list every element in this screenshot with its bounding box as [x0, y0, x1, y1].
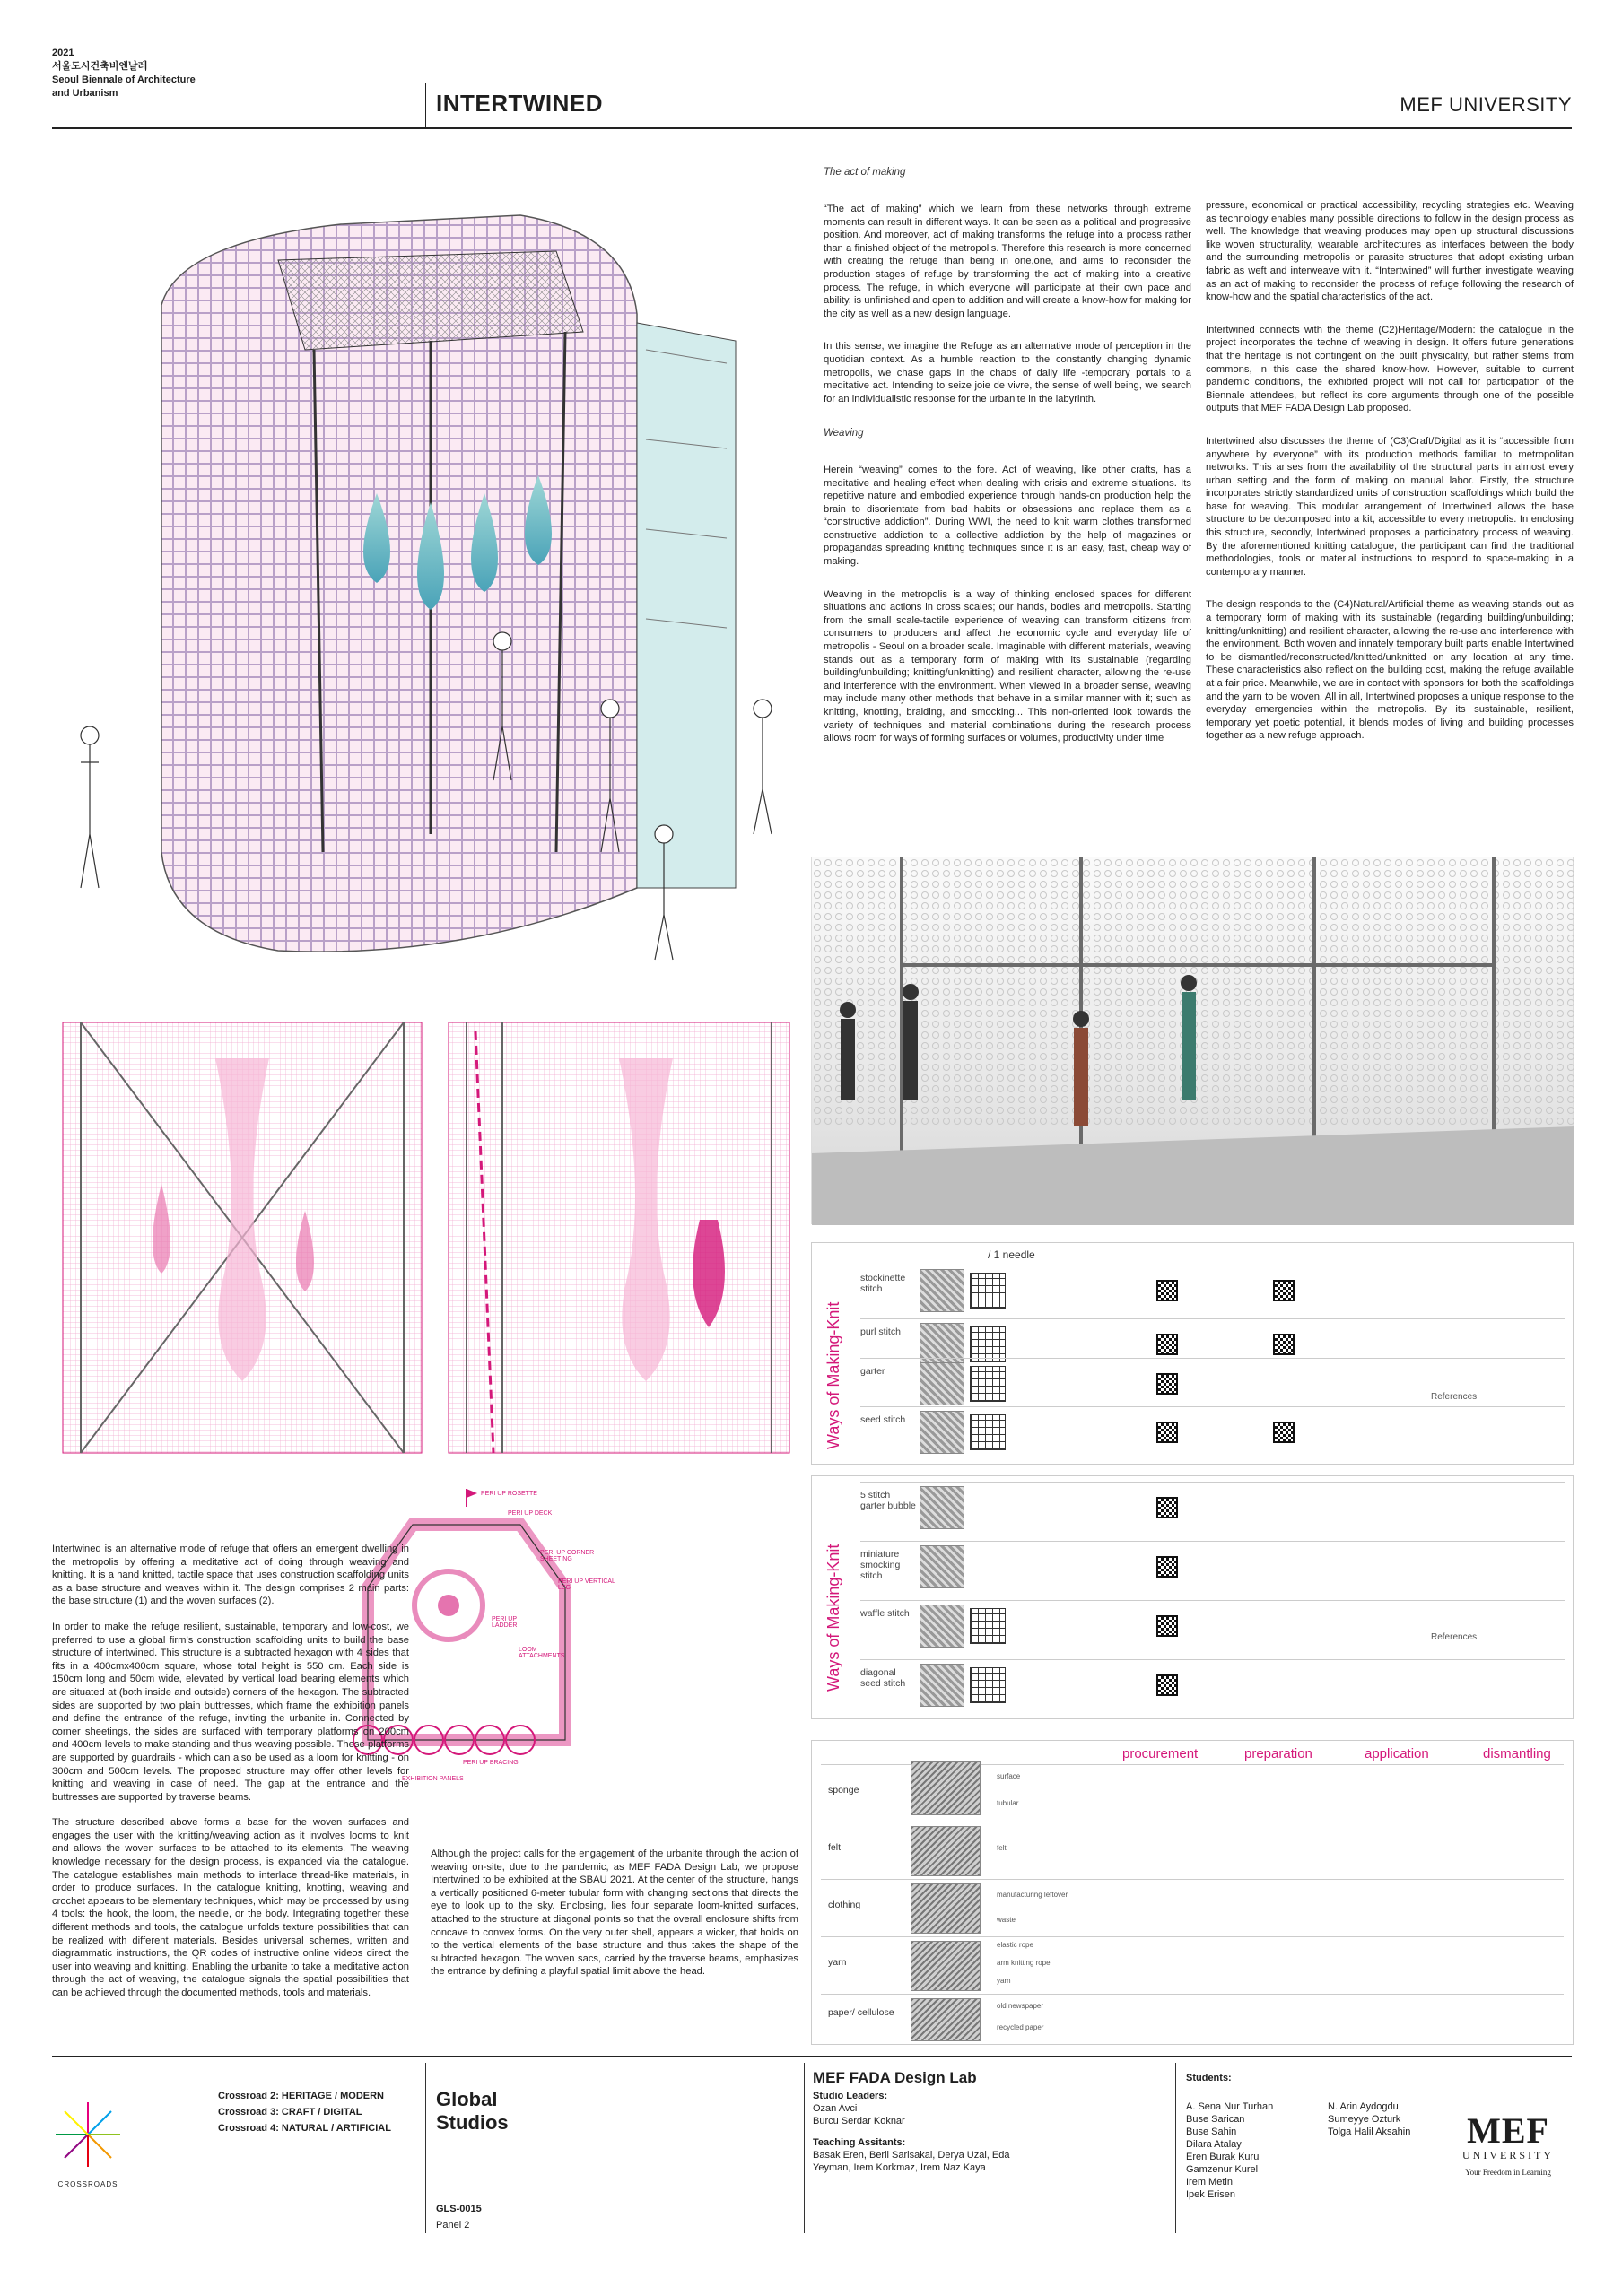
stitch-swatch	[920, 1605, 964, 1648]
type-label: tubular	[997, 1799, 1019, 1807]
catalogue-2-title: Ways of Making-Knit	[824, 1544, 842, 1692]
year: 2021	[52, 48, 74, 58]
student: Tolga Halil Aksahin	[1328, 2126, 1411, 2137]
text-column-1	[824, 203, 1191, 758]
qr-code-icon[interactable]	[1156, 1556, 1178, 1578]
project-title: INTERTWINED	[436, 90, 604, 117]
section-title-act-of-making: The act of making	[824, 167, 906, 178]
qr-code-icon[interactable]	[1156, 1497, 1178, 1518]
material-image	[911, 1883, 981, 1934]
knit-catalogue-2	[811, 1475, 1574, 1719]
global-studios	[436, 2088, 509, 2135]
axonometric-drawing	[54, 206, 798, 978]
mef-logo-sub: UNIVERSITY	[1462, 2149, 1554, 2161]
mef-logo	[1441, 2110, 1575, 2177]
qr-code-icon[interactable]	[1156, 1615, 1178, 1637]
header-dismantling: dismantling	[1483, 1746, 1551, 1761]
stitch-swatch	[920, 1269, 964, 1312]
footer-rule	[52, 2056, 1572, 2057]
korean-title: 서울도시건축비엔날레	[52, 61, 148, 72]
stitch-row	[860, 1482, 1565, 1534]
stitch-row	[860, 1600, 1565, 1652]
header-procurement: procurement	[1122, 1746, 1199, 1761]
material-image	[911, 1826, 981, 1876]
header-divider	[425, 83, 426, 127]
section-title-weaving: Weaving	[824, 428, 864, 439]
stitch-name: stockinette stitch	[860, 1273, 906, 1294]
studio-leader: Burcu Serdar Koknar	[813, 2116, 905, 2126]
qr-code-icon[interactable]	[1156, 1422, 1178, 1443]
stitch-name: waffle stitch	[860, 1608, 910, 1619]
ta-text: Basak Eren, Beril Sarisakal, Derya Uzal, Eda Yeyman, Irem Korkmaz, Irem Naz Kaya	[813, 2150, 1010, 2173]
type-label: manufacturing leftover	[997, 1891, 1068, 1899]
type-label: felt	[997, 1844, 1007, 1852]
students-label: Students:	[1186, 2073, 1232, 2083]
student: Buse Sarican	[1186, 2114, 1245, 2125]
stitch-chart	[970, 1366, 1006, 1402]
panel-number: Panel 2	[436, 2220, 470, 2231]
stitch-name: 5 stitch garter bubble	[860, 1490, 916, 1511]
stitch-chart	[970, 1273, 1006, 1309]
student: Irem Metin	[1186, 2177, 1233, 2187]
crossroad-item: Crossroad 4: NATURAL / ARTIFICIAL	[218, 2123, 391, 2134]
qr-code-icon[interactable]	[1156, 1334, 1178, 1355]
lab-name: MEF FADA Design Lab	[813, 2069, 977, 2086]
stitch-chart	[970, 1667, 1006, 1703]
crossroad-item: Crossroad 2: HERITAGE / MODERN	[218, 2091, 384, 2101]
stitch-swatch	[920, 1411, 964, 1454]
label-rosette: PERI UP ROSETTE	[481, 1491, 537, 1497]
qr-code-icon[interactable]	[1156, 1674, 1178, 1696]
label-corner-sheeting: PERI UP CORNER SHEETING	[540, 1550, 595, 1562]
qr-code-icon[interactable]	[1273, 1280, 1295, 1301]
qr-code-icon[interactable]	[1273, 1422, 1295, 1443]
qr-code-icon[interactable]	[1156, 1280, 1178, 1301]
type-label: elastic rope	[997, 1941, 1033, 1949]
bottom-mid-text	[431, 1848, 798, 1991]
global-studios-line-2: Studios	[436, 2111, 509, 2134]
crossroads-list	[218, 2090, 391, 2135]
paragraph: Weaving in the metropolis is a way of thinking enclosed spaces for different situations and actions in cross scales; our hands, bodies and metropolis. Starting from the small scale-tactile experience of weaving can transform citizens from consumers to producers and affect the economic cycle and everyday life of metropolis - Seoul on a broader scale. Imaginable with different materials, weaving stands out as a temporary form of making with its sustainable (regarding building/unbuilding; knitting/unknitting) and resilient character, allowing the re-use and interference with the environment. When viewed in a broader sense, weaving may include many other methods that behave in a similar manner with it; such as knitting, knotting, braiding, and smocking... This non-oriented look towards the variety of techniques and material combinations during the research process allows room for ways of forming surfaces or volumes, productivity under time	[824, 588, 1191, 744]
student: Ipek Erisen	[1186, 2189, 1236, 2200]
student: Eren Burak Kuru	[1186, 2152, 1260, 2162]
axonometric-svg	[54, 206, 798, 978]
studio-leader: Ozan Avci	[813, 2103, 858, 2114]
student: Sumeyye Ozturk	[1328, 2114, 1401, 2125]
bottom-left-text	[52, 1543, 409, 2013]
label-exhibition: EXHIBITION PANELS	[402, 1776, 464, 1782]
paragraph: In order to make the refuge resilient, sustainable, temporary and low-cost, we preferred to use a global firm’s construction scaffolding units to build the base structure of intertwined. This structure is a subtracted hexagon with 4 sides that fits in a 400cmx400cm square, whose total height is 550 cm. Each side is 150cm long and 50cm wide, elevated by vertical load bearing elements which are situated at (both inside and outside) corners of the hexagon. The subtracted sides are supported by two plain buttresses, which frame the exhibition panels and define the entrance of the refuge, inviting the urbanite in. Connected by corner sheetings, the sides are surfaced with temporary platforms on 200cm and 400cm levels to make standing and thus weaving possible. These platforms are supported by guardrails - which can also be used as a loom for knitting - on 300cm and 500cm levels. The proposed structure may offer other levels for knitting and weaving in case of need. The gap at the entrance and the buttresses are supported by traverse beams.	[52, 1621, 409, 1803]
stitch-row	[860, 1541, 1565, 1593]
crossroads-logo	[52, 2099, 124, 2206]
type-label: surface	[997, 1772, 1021, 1780]
biennale-line-1: Seoul Biennale of Architecture	[52, 74, 196, 85]
biennale-info	[52, 47, 196, 100]
paragraph: The design responds to the (C4)Natural/Artificial theme as weaving stands out as a temporary form of making with its sustainable (regarding building/unbuilding; knitting/unknitting) and resilient character, allowing the re-use and interference with the environment. Both woven and innately temporary built parts enable Intertwined to be dismantled/reconstructed/knitted/unknitted on any location at any time. These characteristics also reflect on the building cost, making the refuge available at a fair price. Meanwhile, we are in contact with sponsors for both the scaffoldings and the yarn to be woven. All in all, Intertwined proposes a unique response to the everyday emergencies within the metropolis. By its sustainable, resilient, temporary yet poetic potential, it blends modes of living and building processes together as a new refuge approach.	[1206, 599, 1574, 742]
stitch-chart	[970, 1326, 1006, 1362]
student: Dilara Atalay	[1186, 2139, 1242, 2150]
material-image	[911, 1998, 981, 2041]
ta-label: Teaching Assitants:	[813, 2137, 906, 2148]
render-svg	[812, 857, 1574, 1225]
type-label: old newspaper	[997, 2002, 1044, 2010]
paragraph: In this sense, we imagine the Refuge as an alternative mode of perception in the quotidian context. As a humble reaction to the constantly changing dynamic metropolis, we chase gaps in the chaos of daily life -temporary portals to a meditative act. Intending to seize joie de vivre, the sense of well being, we search for an individualistic response for the urbanite in the labyrinth.	[824, 341, 1191, 404]
stitch-swatch	[920, 1486, 964, 1529]
material-image	[911, 1761, 981, 1815]
references-label: References	[1431, 1632, 1478, 1642]
stitch-swatch	[920, 1664, 964, 1707]
paragraph: Intertwined also discusses the theme of (C3)Craft/Digital as it is “accessible from anywhere by everyone” with its production methods familiar to metropolitan networks. This arises from the availability of the structural parts in almost every urban setting and the form of making on manual labor. Firstly, the structure incorporates strictly standardized units of construction scaffoldings which build the base for weaving. This modular arrangement of Intertwined allows the base structure to be decomposed into a kit, accessible to every metropolis. In enclosing this structure, secondly, Intertwined proposes a participatory process of weaving. By the aforementioned knitting catalogue, the participant can find the traditional methodologies, tools or material instructions to respond to space-making in a contemporary manner.	[1206, 435, 1574, 578]
stitch-row	[860, 1265, 1565, 1317]
label-vertical-leg: PERI UP VERTICAL LEG	[558, 1578, 615, 1591]
stitch-row	[860, 1406, 1565, 1458]
crossroads-burst-icon	[52, 2099, 124, 2170]
student: A. Sena Nur Turhan	[1186, 2101, 1274, 2112]
crossroad-item: Crossroad 3: CRAFT / DIGITAL	[218, 2107, 362, 2118]
label-deck: PERI UP DECK	[508, 1510, 553, 1517]
paragraph: “The act of making” which we learn from these networks through extreme moments can result in different ways. It can be seen as a political and progressive position. And moreover, act of making transforms the refuge into a process rather than a finished object of the metropolis. Therefore this research is more concerned with creating the refuge than being in one,one, and aims to reconsider the production stages of refuge by transforming the act of making into a creative process. The refuge, in which everyone will participate at their own pace and ability, is unfinished and open to addition and will create a know-how for making for the city as well as a new design language.	[824, 204, 1191, 319]
studio-leaders-label: Studio Leaders:	[813, 2091, 888, 2101]
table-row	[821, 1822, 1564, 1879]
type-label: yarn	[997, 1977, 1011, 1985]
table-row	[821, 1936, 1564, 1994]
row-category: sponge	[828, 1785, 859, 1796]
qr-code-icon[interactable]	[1156, 1373, 1178, 1395]
footer-divider-1	[425, 2063, 426, 2233]
stitch-name: purl stitch	[860, 1326, 901, 1337]
student: Gamzenur Kurel	[1186, 2164, 1259, 2175]
references-label: References	[1431, 1392, 1478, 1402]
stitch-row	[860, 1358, 1565, 1410]
student: Buse Sahin	[1186, 2126, 1237, 2137]
mef-logo-mark: MEF	[1467, 2110, 1549, 2151]
students-col-2	[1328, 2100, 1453, 2201]
label-bracing: PERI UP BRACING	[463, 1760, 519, 1766]
knit-catalogue-1	[811, 1242, 1574, 1465]
elevation-drawings	[54, 1004, 798, 1462]
mef-tagline: Your Freedom in Learning	[1465, 2168, 1551, 2177]
stitch-swatch	[920, 1362, 964, 1405]
stitch-chart	[970, 1414, 1006, 1450]
table-row	[821, 1994, 1564, 2044]
row-category: paper/ cellulose	[828, 2007, 894, 2018]
footer-divider-3	[1175, 2063, 1176, 2233]
material-image	[911, 1941, 981, 1991]
crossroads-logo-text: CROSSROADS	[57, 2180, 118, 2188]
text-column-2	[1206, 199, 1574, 755]
type-label: waste	[997, 1916, 1016, 1924]
stitch-name: garter	[860, 1366, 885, 1377]
panel-code	[436, 2203, 482, 2231]
label-loom: LOOM ATTACHMENTS	[519, 1647, 565, 1659]
stitch-name: seed stitch	[860, 1414, 906, 1425]
university-name: MEF UNIVERSITY	[1400, 93, 1572, 116]
row-category: yarn	[828, 1957, 847, 1968]
table-row	[821, 1764, 1564, 1822]
footer-divider-2	[804, 2063, 805, 2233]
paragraph: pressure, economical or practical accessibility, recycling strategies etc. Weaving as technology enables many possible directions to follow in the design process as well. The knowledge that weaving produces may open up structural discussions like woven structurality, wearable architectures as interfaces between the body and the surrounding metropolis or parasite structures that adopt existing urban fabric as weft and interweave with it. “Intertwined” will further investigate weaving as an act of making to reconsider the process of refuge following the research of know-how and the spatial characteristics of the act.	[1206, 200, 1574, 303]
paragraph: Intertwined connects with the theme (C2)Heritage/Modern: the catalogue in the project incorporates the techne of weaving in design. It offers future generations that the heritage is not contingent on the built physicality, but rather stems from commons, in this case the shared know-how. However, suitable to current pandemic conditions, the exhibited project will not call for participation of the Biennale attendees, but reflect its core arguments through one of the possible outputs that MEF FADA Design Lab proposed.	[1206, 324, 1574, 414]
row-category: felt	[828, 1842, 842, 1853]
needle-label: / 1 needle	[988, 1248, 1035, 1261]
header-application: application	[1365, 1746, 1429, 1761]
stitch-name: miniature smocking stitch	[860, 1549, 901, 1581]
paragraph: Herein “weaving” comes to the fore. Act of weaving, like other crafts, has a meditative and healing effect when dealing with crisis and extreme situations. Its repetitive nature and embodied experience through hands-on production help the brain to disorientate from bad habits or obsessions and replace them as a “constructive addiction”. During WWI, the need to knit warm clothes transformed constructive addiction to a collective addiction by the help of magazines or propagandas spreading knitting techniques since it is an easy, fast, cheap way of making.	[824, 464, 1191, 568]
type-label: recycled paper	[997, 2023, 1044, 2031]
stitch-row	[860, 1659, 1565, 1711]
stitch-name: diagonal seed stitch	[860, 1667, 906, 1689]
code: GLS-0015	[436, 2204, 482, 2214]
elevation-svg	[54, 1004, 798, 1462]
render-image	[811, 857, 1574, 1224]
header-rule	[52, 127, 1572, 129]
stitch-swatch	[920, 1545, 964, 1588]
row-category: clothing	[828, 1900, 861, 1910]
label-ladder: PERI UP LADDER	[492, 1616, 518, 1629]
table-row	[821, 1879, 1564, 1936]
global-studios-line-1: Global	[436, 2088, 498, 2110]
paragraph: Although the project calls for the engagement of the urbanite through the action of weaving on-site, due to the pandemic, as MEF FADA Design Lab, we propose Intertwined to be exhibited at the SBAU 2021. At the center of the structure, hangs a vertically positioned 6-meter tubular form with changing sections that directs the eye to look up to the sky. Enclosing, lies four separate loom-knitted surfaces, attached to the structure at diagonal points so that the overall enclosure shifts from concave to convex forms. On the very outer shell, appears a wicker, that holds on to the vertical elements of the base structure and thus takes the shape of the subtracted hexagon. The woven sacs, carried by the traverse beams, emphasizes the entrance by defining a playful spatial limit above the head.	[431, 1848, 798, 1978]
students	[1186, 2072, 1455, 2201]
lab-info	[813, 2069, 1028, 2174]
type-label: arm knitting rope	[997, 1959, 1051, 1967]
qr-code-icon[interactable]	[1273, 1334, 1295, 1355]
paragraph: The structure described above forms a base for the woven surfaces and engages the user with the knitting/weaving action as it involves looms to knit and allows the woven surfaces to be attached to its elements. The weaving knowledge necessary for the design process, is expanded via the catalogue. The catalogue establishes main methods to interlace thread-like materials, in order to produce surfaces. In the catalogue knitting, knotting, weaving and crochet appears to be elementary techniques, which may be processed by using 4 tools: the hook, the loom, the needle, or the body. Integrating together these different methods and tools, the catalogue unfolds texture possibilities that can be realized with different materials. Besides universal schemes, written and diagrammatic instructions, the QR codes of instructive online videos direct the user into weaving and knitting. Enabling the urbanite to take a meditative action through the act of weaving, the catalogue signals the spatial possibilities that can be achieved through the documented methods, tools and materials.	[52, 1817, 410, 1998]
stitch-chart	[970, 1608, 1006, 1644]
students-col-1	[1186, 2100, 1312, 2201]
catalogue-1-title: Ways of Making-Knit	[824, 1301, 842, 1449]
biennale-line-2: and Urbanism	[52, 88, 118, 99]
paragraph: Intertwined is an alternative mode of refuge that offers an emergent dwelling in the metropolis by offering a meditative act of doing through weaving and knitting. It is a hand knitted, tactile space that uses construction scaffolding units as a base structure and weaves within it. The design comprises 2 main parts: the base structure (1) and the woven surfaces (2).	[52, 1544, 409, 1607]
header-preparation: preparation	[1244, 1746, 1312, 1761]
materials-table	[811, 1740, 1574, 2045]
student: N. Arin Aydogdu	[1328, 2101, 1399, 2112]
